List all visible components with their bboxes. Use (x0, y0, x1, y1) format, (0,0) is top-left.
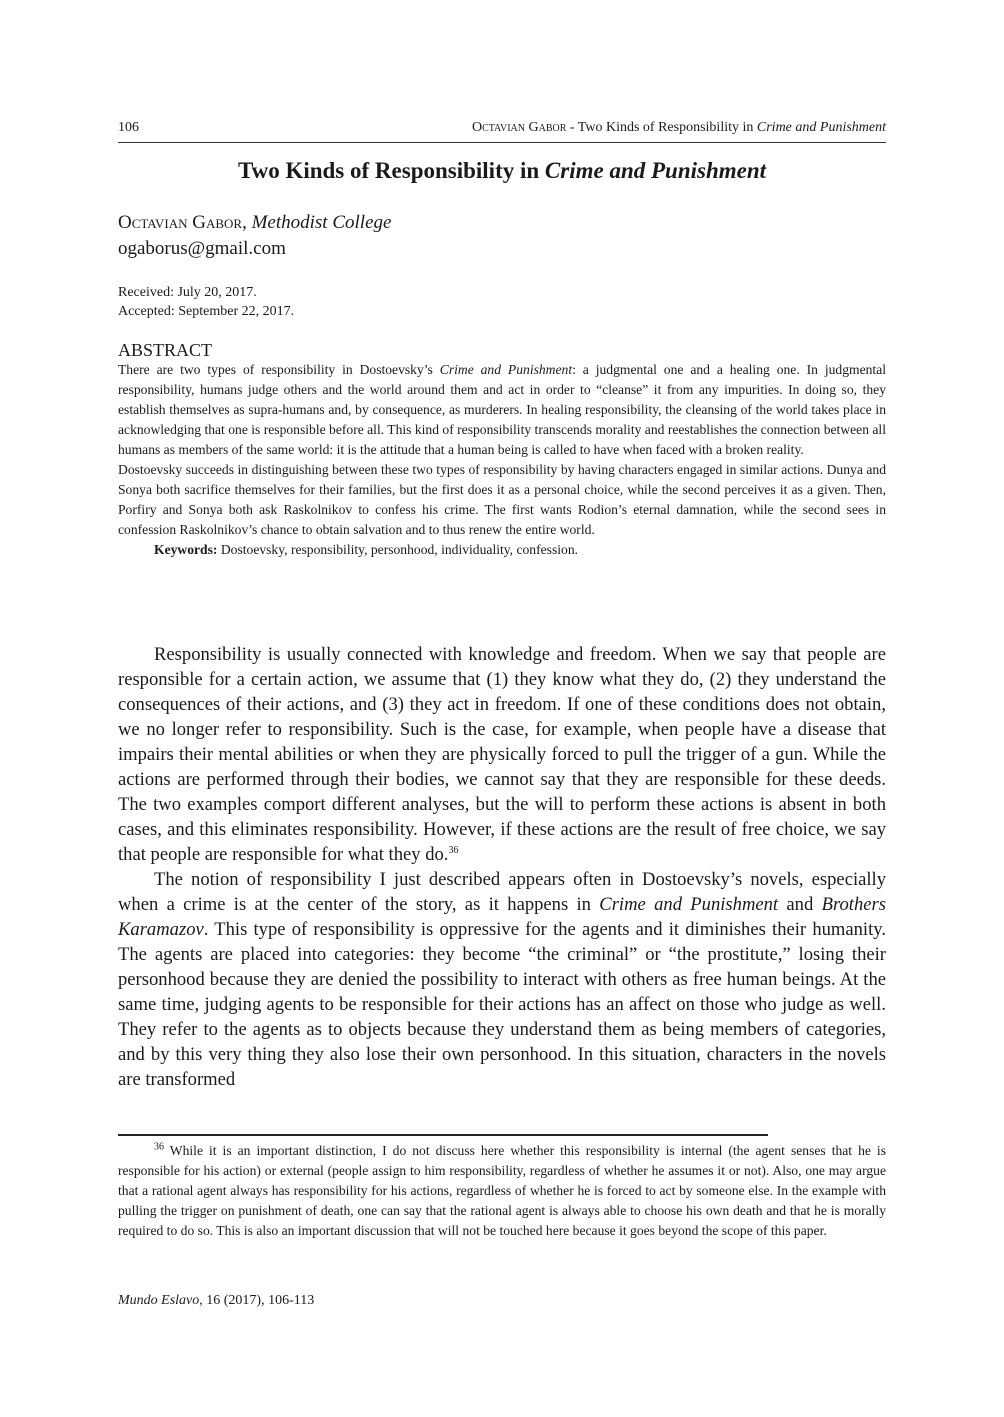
abstract-text: There are two types of responsibility in Dostoevsky’s (118, 362, 440, 377)
accepted-date: Accepted: September 22, 2017. (118, 304, 295, 319)
running-title (472, 120, 886, 136)
page-number: 106 (118, 120, 139, 135)
abstract-paragraph-1 (118, 360, 886, 460)
abstract-text: : a judgmental one and a healing one. In judgmental responsibility, humans judge others and the world around them and act in order to “cleanse” it from any impurities. In doing so, they establish themselves as supra-humans and, by consequence, as murderers. In healing responsibility, the cleansing of the world takes place in acknowledging that one is responsible before all. This kind of responsibility transcends morality and reestablishes the connection between all humans as members of the same world: it is the attitude that a human being is called to have when faced with a broken reality. (118, 362, 887, 457)
author-email[interactable]: ogaborus@gmail.com (118, 238, 286, 259)
body-text: and (778, 894, 822, 915)
title-italic: Crime and Punishment (544, 158, 767, 183)
running-author: Octavian Gabor (471, 120, 567, 135)
main-text (118, 642, 886, 1092)
keywords-list: Dostoevsky, responsibility, personhood, individuality, confession. (217, 542, 579, 557)
author-affiliation: Methodist College (251, 212, 392, 233)
keywords-label: Keywords: (154, 542, 218, 557)
author-line: Octavian Gabor, Methodist College (118, 212, 392, 233)
abstract-book-title: Crime and Punishment (439, 362, 573, 377)
body-paragraph-1 (118, 642, 886, 867)
footnote (118, 1141, 886, 1241)
journal-citation: , 16 (2017), 106-113 (199, 1293, 315, 1308)
book-title: Crime and Punishment (599, 894, 779, 915)
footnote-36 (118, 1141, 886, 1241)
body-text: The notion of responsibility I just described appears often in Dostoevsky’s novels, especially when a crime is at the center of the story, as it happens in (118, 869, 886, 915)
footnote-number: 36 (154, 1141, 164, 1153)
footnote-divider (118, 1134, 768, 1136)
article-title (118, 158, 886, 184)
title-main: Two Kinds of Responsibility in (237, 158, 545, 183)
submission-dates (118, 283, 294, 321)
paper-page (118, 0, 886, 1417)
abstract-heading: ABSTRACT (118, 340, 213, 360)
keywords (118, 540, 886, 560)
book-title: Brothers Karamazov (118, 894, 886, 940)
running-separator: - Two Kinds of Responsibility in (566, 120, 757, 135)
running-title-italic: Crime and Punishment (756, 120, 886, 135)
running-header (118, 120, 886, 143)
body-text: . This type of responsibility is oppressive for the agents and it diminishes their humanity. The agents are placed into categories: they become “the criminal” or “the prostitute,” losing their personhood because they are denied the possibility to interact with others as free human beings. At the same time, judging agents to be responsible for their actions has an affect on those who judge as well. They refer to the agents as to objects because they understand them as being members of categories, and by this very thing they also lose their own personhood. In this situation, characters in the novels are transformed (118, 919, 886, 1090)
abstract-paragraph-2: Dostoevsky succeeds in distinguishing between these two types of responsibility by having characters engaged in similar actions. Dunya and Sonya both sacrifice themselves for their families, but the first does it as a personal choice, while the second perceives it as a given. Then, Porfiry and Sonya both ask Raskolnikov to confess his crime. The first wants Rodion’s eternal damnation, while the second sees in confession Raskolnikov’s chance to obtain salvation and to thus renew the entire world. (118, 462, 886, 537)
journal-name: Mundo Eslavo (118, 1293, 200, 1308)
received-date: Received: July 20, 2017. (118, 285, 257, 300)
body-paragraph-2 (118, 867, 886, 1092)
abstract-body (118, 360, 886, 560)
journal-footer (118, 1293, 314, 1309)
author-name: Octavian Gabor (118, 212, 243, 233)
body-text: Responsibility is usually connected with knowledge and freedom. When we say that people are responsible for a certain action, we assume that (1) they know what they do, (2) they understand the consequences of their actions, and (3) they act in freedom. If one of these conditions does not obtain, we no longer refer to responsibility. Such is the case, for example, when people have a disease that impairs their mental abilities or when they are physically forced to pull the trigger of a gun. While the actions are performed through their bodies, we cannot say that they are responsible for these deeds. The two examples comport different analyses, but the will to perform these actions is absent in both cases, and this eliminates responsibility. However, if these actions are the result of free choice, we say that people are responsible for what they do. (118, 644, 886, 865)
footnote-text: While it is an important distinction, I do not discuss here whether this responsibility is internal (the agent senses that he is responsible for his action) or external (people assign to him responsibility, regardless of whether he assumes it or not). Also, one may argue that a rational agent always has responsibility for his actions, regardless of whether he is forced to act by someone else. In the example with pulling the trigger on punishment of death, one can say that the rational agent is always able to choose his own death and that he is morally required to do so. This is also an important discussion that will not be touched here because it goes beyond the scope of this paper. (118, 1143, 886, 1238)
footnote-reference[interactable]: 36 (448, 844, 459, 856)
